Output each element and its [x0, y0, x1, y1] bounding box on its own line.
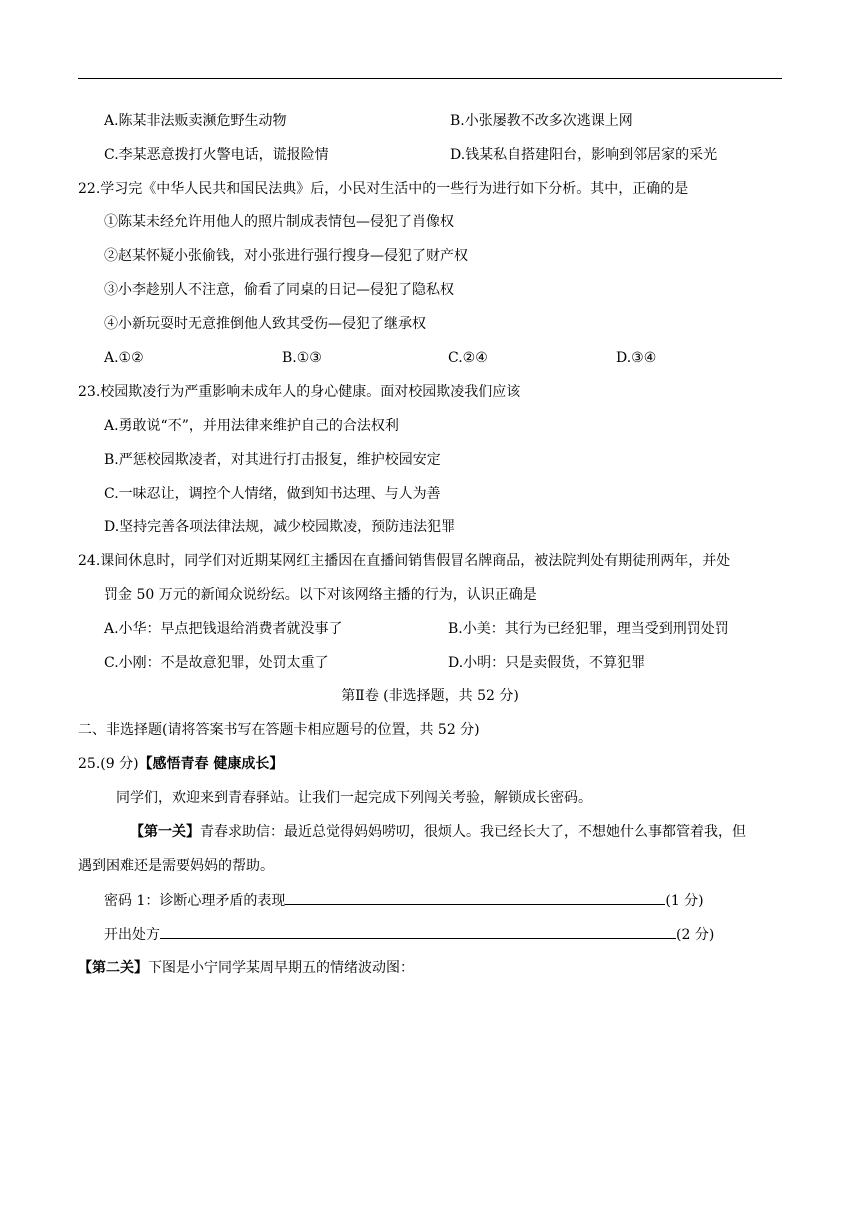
q23-option-b: B.严惩校园欺凌者，对其进行打击报复，维护校园安定 [104, 452, 441, 468]
q22-item-2: ②赵某怀疑小张偷钱，对小张进行强行搜身—侵犯了财产权 [104, 248, 468, 264]
q25-prescription-label: 开出处方 [104, 927, 160, 943]
q21-option-b: B.小张屡教不改多次逃课上网 [450, 113, 633, 129]
q22-stem: 22.学习完《中华人民共和国民法典》后，小民对生活中的一些行为进行如下分析。其中，正确的是 [78, 181, 689, 197]
q24-option-c: C.小刚：不是故意犯罪，处罚太重了 [104, 655, 329, 671]
q22-option-c: C.②④ [448, 350, 488, 366]
q22-item-1: ①陈某未经允许用他人的照片制成表情包—侵犯了肖像权 [104, 214, 454, 230]
q23-stem: 23.校园欺凌行为严重影响未成年人的身心健康。面对校园欺凌我们应该 [78, 384, 521, 400]
q23-option-c: C.一味忍让，调控个人情绪，做到知书达理、与人为善 [104, 486, 441, 502]
q22-option-d: D.③④ [616, 350, 657, 366]
q24-option-b: B.小美：其行为已经犯罪，理当受到刑罚处罚 [448, 621, 729, 637]
q21-option-c: C.李某恶意拨打火警电话，谎报险情 [104, 147, 329, 163]
q21-option-a: A.陈某非法贩卖濒危野生动物 [104, 113, 287, 129]
q24-stem-line-2: 罚金 50 万元的新闻众说纷纭。以下对该网络主播的行为，认识正确是 [104, 587, 537, 603]
q25-code1-score: (1 分) [665, 893, 704, 909]
q25-level2-line [78, 958, 414, 978]
q25-code1-label: 密码 1：诊断心理矛盾的表现 [104, 893, 286, 909]
part2-title: 第Ⅱ卷 (非选择题，共 52 分) [341, 688, 519, 704]
header-rule [78, 78, 782, 79]
q25-intro: 同学们，欢迎来到青春驿站。让我们一起完成下列闯关考验，解锁成长密码。 [116, 790, 592, 806]
q25-heading-prefix: 25.(9 分) [78, 756, 139, 772]
q22-option-b: B.①③ [282, 350, 322, 366]
q25-code1-answer-blank[interactable] [285, 890, 665, 905]
q23-option-d: D.坚持完善各项法律法规，减少校园欺凌，预防违法犯罪 [104, 519, 456, 535]
q25-level1-tag: 【第一关】 [130, 824, 200, 840]
q25-code1-row [104, 890, 704, 910]
q25-heading [78, 754, 283, 774]
q25-level1-line-1 [130, 822, 746, 842]
q21-option-d: D.钱某私自搭建阳台，影响到邻居家的采光 [450, 147, 718, 163]
q25-level1-text: 青春求助信：最近总觉得妈妈唠叨，很烦人。我已经长大了，不想她什么事都管着我，但 [200, 824, 746, 840]
q25-prescription-row [104, 924, 714, 944]
q24-stem-line-1: 24.课间休息时，同学们对近期某网红主播因在直播间销售假冒名牌商品，被法院判处有期徒刑两年，并处 [78, 553, 731, 569]
q22-option-a: A.①② [104, 350, 144, 366]
q23-option-a: A.勇敢说“不”，并用法律来维护自己的合法权利 [104, 418, 399, 434]
q24-option-d: D.小明：只是卖假货，不算犯罪 [448, 655, 646, 671]
q25-level2-tag: 【第二关】 [78, 960, 148, 976]
q25-heading-theme: 【感悟青春 健康成长】 [138, 756, 284, 772]
part2-section-heading: 二、非选择题(请将答案书写在答题卡相应题号的位置，共 52 分) [78, 722, 480, 738]
q22-item-4: ④小新玩耍时无意推倒他人致其受伤—侵犯了继承权 [104, 316, 426, 332]
q24-option-a: A.小华：早点把钱退给消费者就没事了 [104, 621, 343, 637]
q25-prescription-score: (2 分) [676, 927, 715, 943]
q25-prescription-answer-blank[interactable] [160, 924, 676, 939]
q25-level2-text: 下图是小宁同学某周早期五的情绪波动图： [148, 960, 414, 976]
q25-level1-line-2: 遇到困难还是需要妈妈的帮助。 [78, 858, 274, 874]
q22-item-3: ③小李趁别人不注意，偷看了同桌的日记—侵犯了隐私权 [104, 282, 454, 298]
